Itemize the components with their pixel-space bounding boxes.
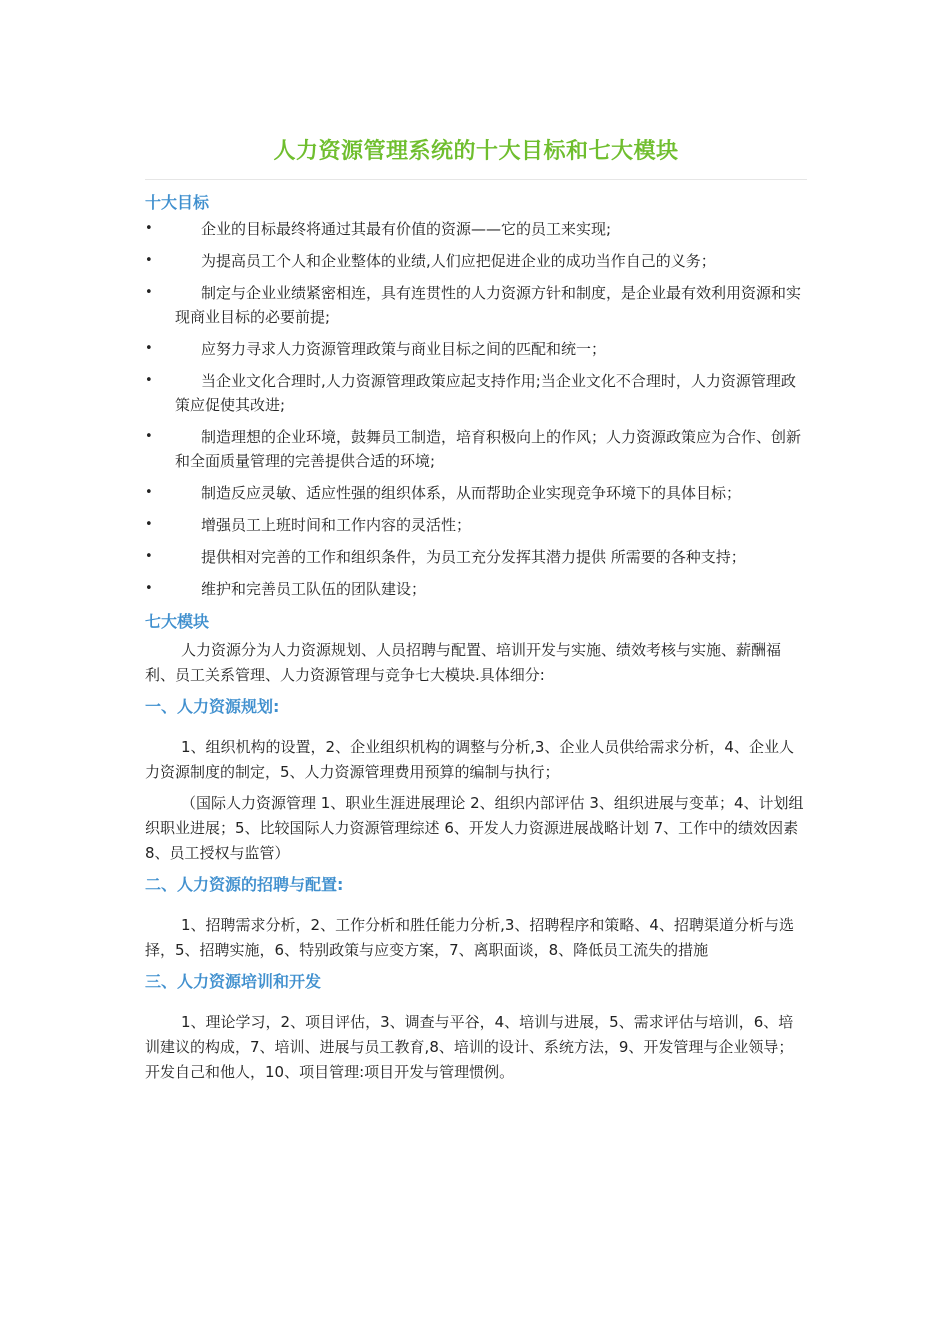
bullet-icon: • [145, 285, 153, 300]
bullet-icon: • [145, 221, 153, 236]
list-item: • 提供相对完善的工作和组织条件，为员工充分发挥其潜力提供 所需要的各种支持； [145, 545, 807, 569]
goals-list [145, 217, 807, 601]
section-paragraph: 1、招聘需求分析，2、工作分析和胜任能力分析,3、招聘程序和策略、4、招聘渠道分析与选择，5、招聘实施，6、特别政策与应变方案，7、离职面谈，8、降低员工流失的措施 [145, 916, 794, 959]
section-paragraph: （国际人力资源管理 1、职业生涯进展理论 2、组织内部评估 3、组织进展与变革；4、计划组织职业进展；5、比较国际人力资源管理综述 6、开发人力资源进展战略计划 7、工作中的绩效因素 8、员工授权与监管） [145, 794, 804, 862]
bullet-icon: • [145, 549, 153, 564]
list-item: • 增强员工上班时间和工作内容的灵活性； [145, 513, 807, 537]
list-item: • 维护和完善员工队伍的团队建设； [145, 577, 807, 601]
bullet-icon: • [145, 429, 153, 444]
bullet-icon: • [145, 485, 153, 500]
bullet-icon: • [145, 581, 153, 596]
modules-heading: 七大模块 [145, 612, 210, 631]
list-item: • 为提高员工个人和企业整体的业绩,人们应把促进企业的成功当作自己的义务； [145, 249, 807, 273]
section-paragraph: 1、理论学习，2、项目评估，3、调查与平谷，4、培训与进展，5、需求评估与培训，6、培训建议的构成，7、培训、进展与员工教育,8、培训的设计、系统方法，9、开发管理与企业领导；开发自己和他人，10、项目管理:项目开发与管理惯例。 [145, 1013, 794, 1081]
title-divider [145, 179, 807, 180]
bullet-icon: • [145, 341, 153, 356]
bullet-icon: • [145, 373, 153, 388]
document-page [145, 0, 807, 1085]
bullet-icon: • [145, 253, 153, 268]
list-item: • 企业的目标最终将通过其最有价值的资源——它的员工来实现; [145, 217, 807, 241]
bullet-icon: • [145, 517, 153, 532]
section-paragraph: 1、组织机构的设置，2、企业组织机构的调整与分析,3、企业人员供给需求分析，4、企业人力资源制度的制定，5、人力资源管理费用预算的编制与执行； [145, 738, 794, 781]
section-heading-training: 三、人力资源培训和开发 [145, 972, 322, 991]
list-item: • 当企业文化合理时,人力资源管理政策应起支持作用;当企业文化不合理时，人力资源管理政策应促使其改进; [145, 369, 807, 417]
list-item: • 应努力寻求人力资源管理政策与商业目标之间的匹配和统一； [145, 337, 807, 361]
list-item: • 制造反应灵敏、适应性强的组织体系，从而帮助企业实现竞争环境下的具体目标； [145, 481, 807, 505]
modules-intro: 人力资源分为人力资源规划、人员招聘与配置、培训开发与实施、绩效考核与实施、薪酬福利、员工关系管理、人力资源管理与竞争七大模块.具体细分: [145, 641, 782, 684]
list-item: • 制造理想的企业环境，鼓舞员工制造，培育积极向上的作风；人力资源政策应为合作、创新和全面质量管理的完善提供合适的环境; [145, 425, 807, 473]
section-heading-recruitment: 二、人力资源的招聘与配置: [145, 875, 344, 894]
list-item: • 制定与企业业绩紧密相连，具有连贯性的人力资源方针和制度，是企业最有效利用资源和实现商业目标的必要前提; [145, 281, 807, 329]
document-title: 人力资源管理系统的十大目标和七大模块 [273, 139, 679, 164]
section-heading-planning: 一、人力资源规划: [145, 697, 280, 716]
goals-heading: 十大目标 [145, 193, 210, 212]
